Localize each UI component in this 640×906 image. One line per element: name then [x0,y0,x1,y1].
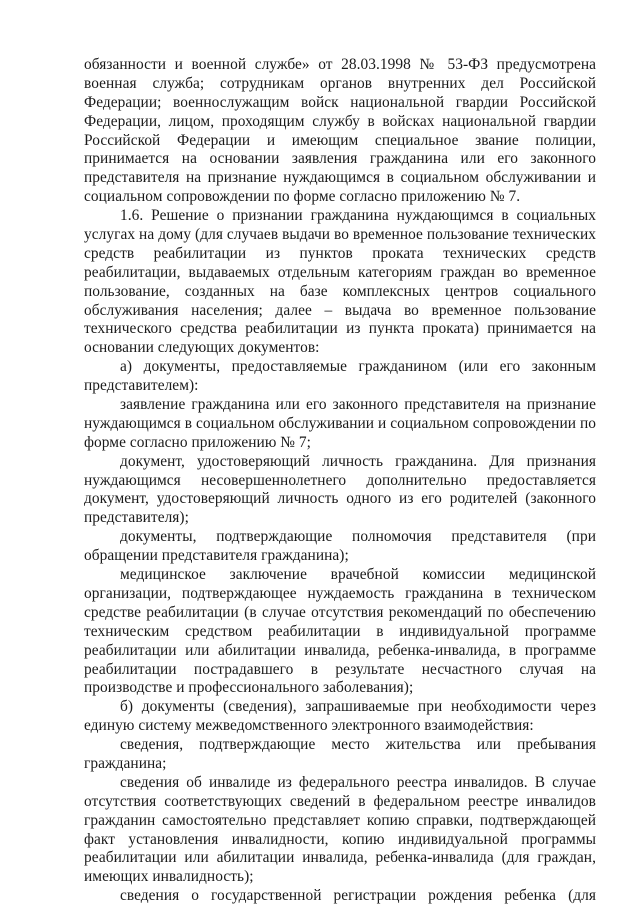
text-line: реабилитации, выдаваемых отдельным категориям граждан во временное [84,263,596,281]
text-line: средстве реабилитации (в случае отсутствия рекомендаций по обеспечению [84,603,596,621]
text-line: факт установления инвалидности, копию индивидуальной программы [84,830,596,848]
text-line: техническим средством реабилитации в индивидуальной программе [84,622,596,640]
text-line: имеющих инвалидность); [84,868,254,886]
text-line: представителем): [84,377,199,395]
text-line: сведения о государственной регистрации рождения ребенка (для [120,887,596,905]
text-line: документ, удостоверяющий личность гражданина. Для признания [120,452,596,470]
text-line: сведения об инвалиде из федерального реестра инвалидов. В случае [120,773,596,791]
text-line: Федерации, лицом, проходящим службу в войсках национальной гвардии [84,112,596,130]
text-line: принимается на основании заявления гражданина или его законного [84,150,596,168]
text-line: медицинское заключение врачебной комиссии медицинской [120,566,596,584]
text-line: реабилитации или абилитации инвалида, ребенка-инвалида, в программе [84,641,596,659]
text-line: документы, подтверждающие полномочия представителя (при [120,528,596,546]
text-line: представителя на признание нуждающимся в социальном обслуживании и [84,169,596,187]
text-line: услугах на дому (для случаев выдачи во временное пользование технических [84,226,596,244]
text-line: основании следующих документов: [84,339,320,357]
text-line: реабилитации пострадавшего в результате несчастного случая на [84,660,596,678]
text-line: нуждающимся в социальном обслуживании и социальном сопровождении по [84,414,596,432]
text-line: нуждающимся несовершеннолетнего дополнительно предоставляется [84,471,596,489]
text-line: обязанности и военной службе» от 28.03.1998 № 53-ФЗ предусмотрена [84,56,596,73]
text-line: единую систему межведомственного электронного взаимодействия: [84,717,534,735]
text-line: гражданина; [84,754,167,772]
text-line: форме согласно приложению № 7; [84,433,311,451]
text-line: средств реабилитации из пунктов проката технических средств [84,244,596,262]
text-line: военная служба; сотрудникам органов внутренних дел Российской [84,74,596,92]
text-line: сведения, подтверждающие место жительства или пребывания [120,736,596,754]
text-line: документ, удостоверяющий личность одного из его родителей (законного [84,490,596,508]
text-line: Федерации; военнослужащим войск национальной гвардии Российской [84,93,596,111]
text-line: отсутствия соответствующих сведений в федеральном реестре инвалидов [84,792,596,810]
text-line: представителя); [84,509,189,527]
text-line: 1.6. Решение о признании гражданина нуждающимся в социальных [120,207,596,225]
text-line: б) документы (сведения), запрашиваемые при необходимости через [120,698,596,716]
text-line: социальном сопровождении по форме согласно приложению № 7. [84,188,521,206]
text-line: а) документы, предоставляемые гражданином (или его законным [120,358,596,376]
text-line: реабилитации или абилитации инвалида, ребенка-инвалида (для граждан, [84,849,596,867]
text-line: организации, подтверждающее нуждаемость гражданина в техническом [84,584,596,602]
text-line: обслуживания населения; далее – выдача во временное пользование [84,301,596,319]
text-line: обращении представителя гражданина); [84,547,349,565]
text-line: Российской Федерации и имеющим специальное звание полиции, [84,131,596,149]
text-line: пользование, созданных на базе комплексных центров социального [84,282,596,300]
text-line: заявление гражданина или его законного представителя на признание [120,396,596,414]
text-line: гражданин самостоятельно представляет копию справки, подтверждающей [84,811,596,829]
text-line: производстве и профессионального заболевания); [84,679,414,697]
text-line: технического средства реабилитации из пункта проката) принимается на [84,320,596,338]
document-body [84,56,596,906]
